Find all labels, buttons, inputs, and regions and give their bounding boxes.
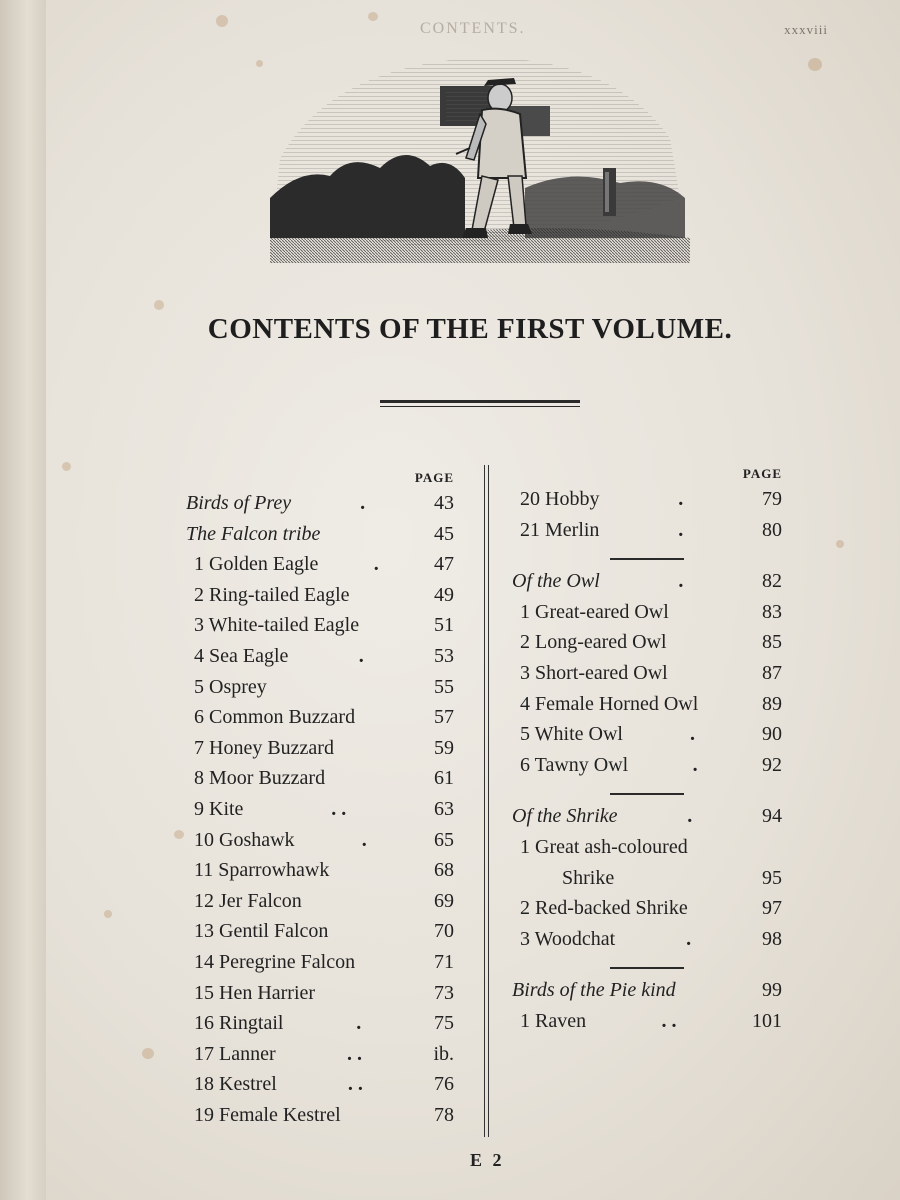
leader-dots: . (678, 570, 684, 593)
section-heading (512, 570, 782, 601)
right-entries (512, 488, 782, 1041)
entry-page-number: 47 (434, 553, 454, 576)
contents-column-right (512, 466, 782, 1041)
leader-dots: . (686, 927, 692, 950)
section-heading (512, 805, 782, 836)
entry-page-number: 59 (434, 736, 454, 759)
entry-page-number: 69 (434, 889, 454, 912)
contents-entry (512, 836, 782, 867)
section-rule (610, 793, 684, 795)
contents-entry (512, 723, 782, 754)
entry-title: 6 Tawny Owl (520, 753, 629, 776)
contents-entry (186, 890, 454, 921)
title-rule (380, 400, 580, 407)
leader-dots: . (373, 553, 379, 576)
entry-title: 2 Ring-tailed Eagle (194, 583, 350, 606)
contents-entry (186, 706, 454, 737)
entry-title: 13 Gentil Falcon (194, 920, 329, 943)
entry-page-number: 45 (434, 522, 454, 545)
entry-page-number: 94 (762, 805, 782, 828)
leader-dots: . (689, 723, 695, 746)
contents-entry (512, 1010, 782, 1041)
entry-page-number: 43 (434, 492, 454, 514)
contents-entry (186, 614, 454, 645)
entry-page-number: 99 (762, 979, 782, 1002)
entry-page-number: 82 (762, 570, 782, 593)
leader-dots: . (361, 828, 367, 851)
entry-page-number: 85 (762, 631, 782, 654)
entry-title: 15 Hen Harrier (194, 981, 316, 1004)
contents-entry (186, 584, 454, 615)
section-rule (610, 558, 684, 560)
section-heading (512, 979, 782, 1010)
contents-entry (186, 1043, 454, 1074)
entry-page-number: 53 (434, 644, 454, 667)
entry-title: 6 Common Buzzard (194, 706, 356, 729)
entry-title: Of the Owl (512, 570, 600, 593)
entry-page-number: 79 (762, 488, 782, 510)
entry-page-number: 101 (752, 1009, 782, 1032)
entry-page-number: 92 (762, 753, 782, 776)
leader-dots: . (678, 518, 684, 541)
entry-title: 18 Kestrel (194, 1073, 277, 1096)
entry-title: 8 Moor Buzzard (194, 767, 326, 790)
entry-page-number: 76 (434, 1073, 454, 1096)
entry-page-number: 71 (434, 950, 454, 973)
entry-title: 3 Short-eared Owl (520, 661, 668, 684)
entry-title: 1 Great-eared Owl (520, 600, 669, 623)
entry-title: The Falcon tribe (186, 522, 321, 545)
entry-title: 16 Ringtail (194, 1012, 284, 1035)
contents-entry (186, 767, 454, 798)
entry-title: 5 Osprey (194, 675, 267, 698)
leader-dots: . (356, 1012, 362, 1035)
entry-page-number: 80 (762, 518, 782, 541)
column-divider (484, 465, 489, 1137)
entry-title: 11 Sparrowhawk (194, 859, 330, 882)
entry-title: 1 Golden Eagle (194, 553, 319, 576)
contents-entry (186, 645, 454, 676)
contents-entry (186, 859, 454, 890)
entry-page-number: 49 (434, 583, 454, 606)
contents-entry (512, 754, 782, 785)
entry-title: Of the Shrike (512, 805, 618, 828)
contents-entry (186, 951, 454, 982)
entry-title: 1 Raven (520, 1009, 587, 1032)
entry-title: 4 Sea Eagle (194, 644, 289, 667)
entry-title: 19 Female Kestrel (194, 1103, 341, 1126)
entry-page-number: 63 (434, 797, 454, 820)
contents-entry (186, 829, 454, 860)
bleed-through-text: CONTENTS. (420, 20, 526, 37)
entry-title: 2 Red-backed Shrike (520, 897, 688, 920)
section-heading (186, 523, 454, 554)
entry-page-number: 89 (762, 692, 782, 715)
entry-title: 14 Peregrine Falcon (194, 950, 356, 973)
contents-entry (512, 631, 782, 662)
entry-title: 1 Great ash-coloured (520, 835, 688, 858)
contents-entry (186, 982, 454, 1013)
entry-title: Shrike (562, 866, 615, 889)
entry-title: 10 Goshawk (194, 828, 295, 851)
section-rule (610, 967, 684, 969)
contents-entry (186, 798, 454, 829)
left-entries (186, 492, 454, 1134)
entry-title: 20 Hobby (520, 488, 600, 510)
leader-dots: . (678, 488, 684, 510)
wood-engraving-traveller-with-basket-icon (270, 48, 690, 263)
leader-dots: . . (347, 1073, 363, 1096)
entry-page-number: 90 (762, 723, 782, 746)
entry-title: 5 White Owl (520, 723, 623, 746)
section-heading (186, 492, 454, 523)
contents-entry (512, 928, 782, 959)
entry-page-number: 75 (434, 1012, 454, 1035)
contents-entry (186, 553, 454, 584)
contents-entry (512, 519, 782, 550)
running-head: xxxviii (784, 22, 828, 37)
entry-page-number: 98 (762, 927, 782, 950)
entry-page-number: 87 (762, 661, 782, 684)
signature-mark: E 2 (470, 1150, 505, 1170)
contents-entry (186, 920, 454, 951)
entry-page-number: ib. (433, 1042, 454, 1065)
entry-title: 17 Lanner (194, 1042, 276, 1065)
contents-entry (186, 676, 454, 707)
contents-entry (512, 601, 782, 632)
page-column-label: PAGE (742, 466, 782, 481)
entry-page-number: 83 (762, 600, 782, 623)
contents-column-left (186, 470, 454, 1134)
leader-dots: . (358, 644, 364, 667)
entry-title: 4 Female Horned Owl (520, 692, 699, 715)
contents-entry (512, 662, 782, 693)
page-title: CONTENTS OF THE FIRST VOLUME. (207, 313, 733, 345)
entry-page-number: 51 (434, 614, 454, 637)
entry-title: 3 White-tailed Eagle (194, 614, 360, 637)
entry-title: Birds of Prey (186, 492, 292, 514)
entry-page-number: 78 (434, 1103, 454, 1126)
contents-entry (186, 1012, 454, 1043)
entry-title: 9 Kite (194, 797, 244, 820)
leader-dots: . . (331, 797, 347, 820)
contents-entry (186, 737, 454, 768)
entry-page-number: 95 (762, 866, 782, 889)
entry-title: 12 Jer Falcon (194, 889, 302, 912)
entry-title: 2 Long-eared Owl (520, 631, 667, 654)
book-gutter (0, 0, 46, 1200)
contents-entry (512, 693, 782, 724)
entry-title: 7 Honey Buzzard (194, 736, 334, 759)
entry-page-number: 57 (434, 706, 454, 729)
entry-page-number: 65 (434, 828, 454, 851)
entry-page-number: 73 (434, 981, 454, 1004)
contents-entry (186, 1104, 454, 1135)
entry-page-number: 68 (434, 859, 454, 882)
leader-dots: . (360, 492, 366, 514)
contents-entry (512, 897, 782, 928)
leader-dots: . (692, 753, 698, 776)
entry-page-number: 61 (434, 767, 454, 790)
entry-title: 3 Woodchat (520, 927, 616, 950)
page-column-label: PAGE (414, 470, 454, 485)
contents-entry (512, 488, 782, 519)
entry-page-number: 70 (434, 920, 454, 943)
leader-dots: . (687, 805, 693, 828)
entry-page-number: 97 (762, 897, 782, 920)
leader-dots: . . (347, 1042, 363, 1065)
contents-entry (186, 1073, 454, 1104)
entry-title: 21 Merlin (520, 518, 600, 541)
entry-page-number: 55 (434, 675, 454, 698)
contents-entry (512, 867, 782, 898)
leader-dots: . . (661, 1009, 677, 1032)
entry-title: Birds of the Pie kind (512, 979, 676, 1002)
